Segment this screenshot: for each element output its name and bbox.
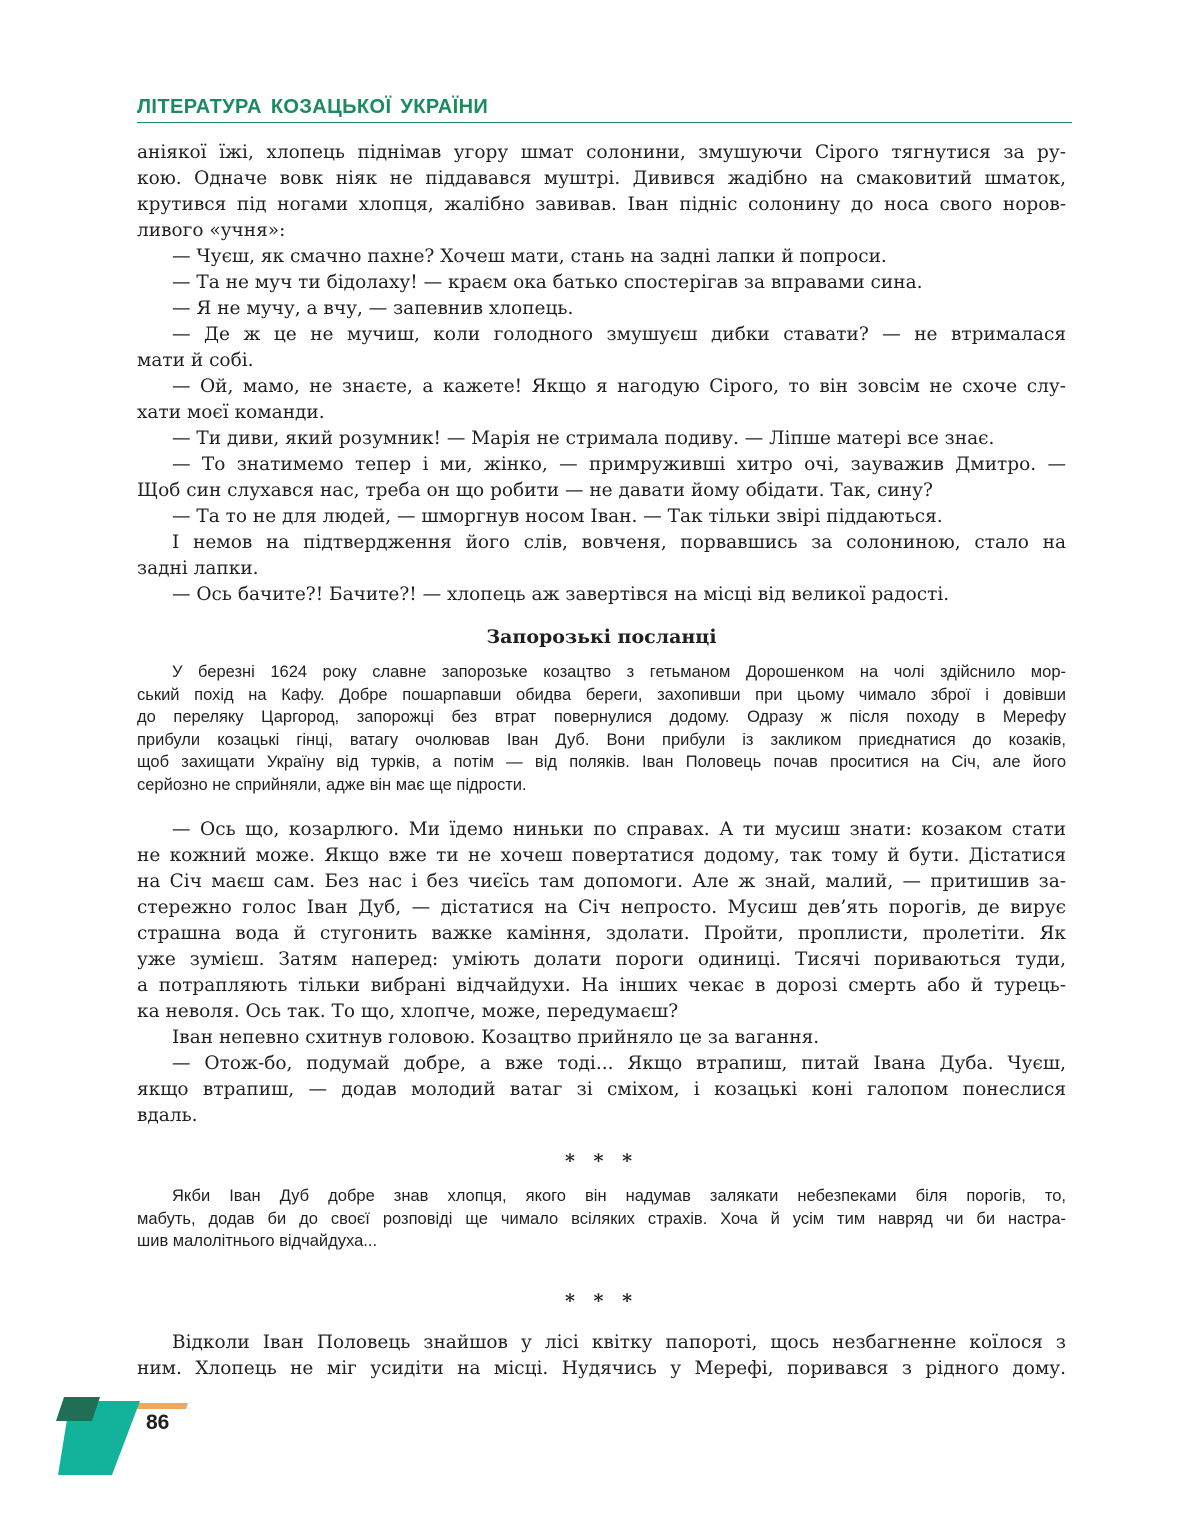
text-line: — Ось що, козарлюго. Ми їдемо ниньки по справах. А ти мусиш знати: козаком стати <box>172 819 1066 840</box>
text-line: — Чуєш, як смачно пахне? Хочеш мати, стань на задні лапки й попроси. <box>172 246 887 267</box>
summary-line: шив малолітнього відчайдуха... <box>137 1232 378 1250</box>
text-line: уже зумієш. Затям наперед: уміють долати пороги одиниці. Тисячі пориваються туди, <box>137 949 1066 970</box>
text-line: ка неволя. Ось так. То що, хлопче, може, передумаєш? <box>137 1001 679 1022</box>
summary-line: прибули козацькі гінці, ватагу очолював Іван Дуб. Вони прибули із закликом приєднатися до козаків, <box>137 730 1066 749</box>
text-line: ливого «учня»: <box>137 220 286 241</box>
text-line: вдаль. <box>137 1105 198 1126</box>
story-block-1 <box>137 140 1066 608</box>
summary-line: У березні 1624 року славне запорозьке козацтво з гетьманом Дорошенком на чолі здійснило мор- <box>172 663 1066 681</box>
text-line: — Отож-бо, подумай добре, а вже тоді... Якщо втрапиш, питай Івана Дуба. Чуєш, <box>172 1053 1066 1074</box>
text-line: крутився під ногами хлопця, жалібно завивав. Іван підніс солонину до носа свого норов- <box>137 194 1066 215</box>
text-line: — Ой, мамо, не знаєте, а кажете! Якщо я нагодую Сірого, то він зовсім не схоче слу- <box>172 376 1066 397</box>
summary-line: серйозно не сприйняли, адже він має ще підрости. <box>137 775 527 794</box>
summary-block-1 <box>137 661 1066 796</box>
section-separator: * * * <box>564 1290 639 1312</box>
text-line: Щоб син слухався нас, треба он що робити — не давати йому обідати. Так, сину? <box>137 480 933 501</box>
summary-line: до переляку Царгород, запорожці без втрат повернулися додому. Одразу ж після походу в Мерефу <box>137 708 1066 726</box>
summary-block-2 <box>137 1185 1066 1253</box>
text-line: — Ти диви, який розумник! — Марія не стримала подиву. — Ліпше матері все знає. <box>172 428 995 449</box>
text-line: — Я не мучу, а вчу, — запевнив хлопець. <box>172 298 574 319</box>
text-line: — То знатимемо тепер і ми, жінко, — примружившi хитро очі, зауважив Дмитро. — <box>172 454 1066 475</box>
text-line: мати й собі. <box>137 350 254 371</box>
summary-line: щоб захищати Україну від турків, а потім — від поляків. Іван Половець почав проситися на Січ, але його <box>137 753 1066 771</box>
text-line: страшна вода й стугонить важке каміння, здолати. Пройти, проплисти, пролетіти. Як <box>137 923 1066 944</box>
text-line: кою. Одначе вовк ніяк не піддавався муштрі. Дивився жадібно на смаковитий шматок, <box>137 168 1066 189</box>
story-block-3 <box>137 1330 1066 1382</box>
story-block-2 <box>137 817 1066 1129</box>
text-line: не кожний може. Якщо вже ти не хочеш повертатися додому, так тому й бути. Дістатися <box>137 845 1066 866</box>
page-number: 86 <box>146 1411 170 1434</box>
text-line: аніякої їжі, хлопець піднімав угору шмат солонини, змушуючи Сірого тягнутися за ру- <box>137 142 1066 163</box>
header-divider <box>137 122 1072 123</box>
footer-decoration <box>0 1395 200 1485</box>
text-line: — Та не муч ти бідолаху! — краєм ока батько спостерігав за вправами сина. <box>172 272 923 293</box>
text-line: — Де ж це не мучиш, коли голодного змушуєш дибки ставати? — не втрималася <box>172 324 1066 345</box>
text-line: Іван непевно схитнув головою. Козацтво прийняло це за вагання. <box>172 1027 820 1048</box>
summary-line: мабуть, додав би до своєї розповіді ще чимало всіляких страхів. Хоча й усім тим навряд чи би настра- <box>137 1209 1066 1228</box>
text-line: а потрапляють тільки вибрані відчайдухи. На інших чекає в дорозі смерть або й турець- <box>137 975 1066 996</box>
section-separator: * * * <box>564 1150 639 1172</box>
text-line: задні лапки. <box>137 558 259 579</box>
summary-line: Якби Іван Дуб добре знав хлопця, якого він надумав залякати небезпеками біля порогів, то, <box>172 1187 1066 1205</box>
text-line: стережно голос Іван Дуб, — дістатися на Січ непросто. Мусиш дев’ять порогів, де вирує <box>137 897 1066 918</box>
summary-line: ський похід на Кафу. Добре пошарпавши обидва береги, захопивши при цьому чимало зброї і довівши <box>137 685 1066 704</box>
section-heading: Запорозькі посланці <box>486 626 717 648</box>
text-line: — Ось бачите?! Бачите?! — хлопець аж завертівся на місці від великої радості. <box>172 584 950 605</box>
text-line: І немов на підтвердження його слів, вовченя, порвавшись за солониною, стало на <box>172 532 1066 553</box>
text-line: — Та то не для людей, — шморгнув носом Іван. — Так тільки звірі піддаються. <box>172 506 943 527</box>
text-line: ним. Хлопець не міг усидіти на місці. Нудячись у Мерефі, поривався з рідного дому. <box>137 1358 1066 1379</box>
text-line: Відколи Іван Половець знайшов у лісі квітку папороті, щось незбагненне коїлося з <box>172 1332 1066 1353</box>
text-line: якщо втрапиш, — додав молодий ватаг зі сміхом, і козацькі коні галопом понеслися <box>137 1079 1066 1100</box>
text-line: хати моєї команди. <box>137 402 325 423</box>
running-header: ЛІТЕРАТУРА КОЗАЦЬКОЇ УКРАЇНИ <box>137 96 489 118</box>
text-line: на Січ маєш сам. Без нас і без чиєїсь там допомоги. Але ж знай, малий, — притишив за- <box>137 871 1066 892</box>
